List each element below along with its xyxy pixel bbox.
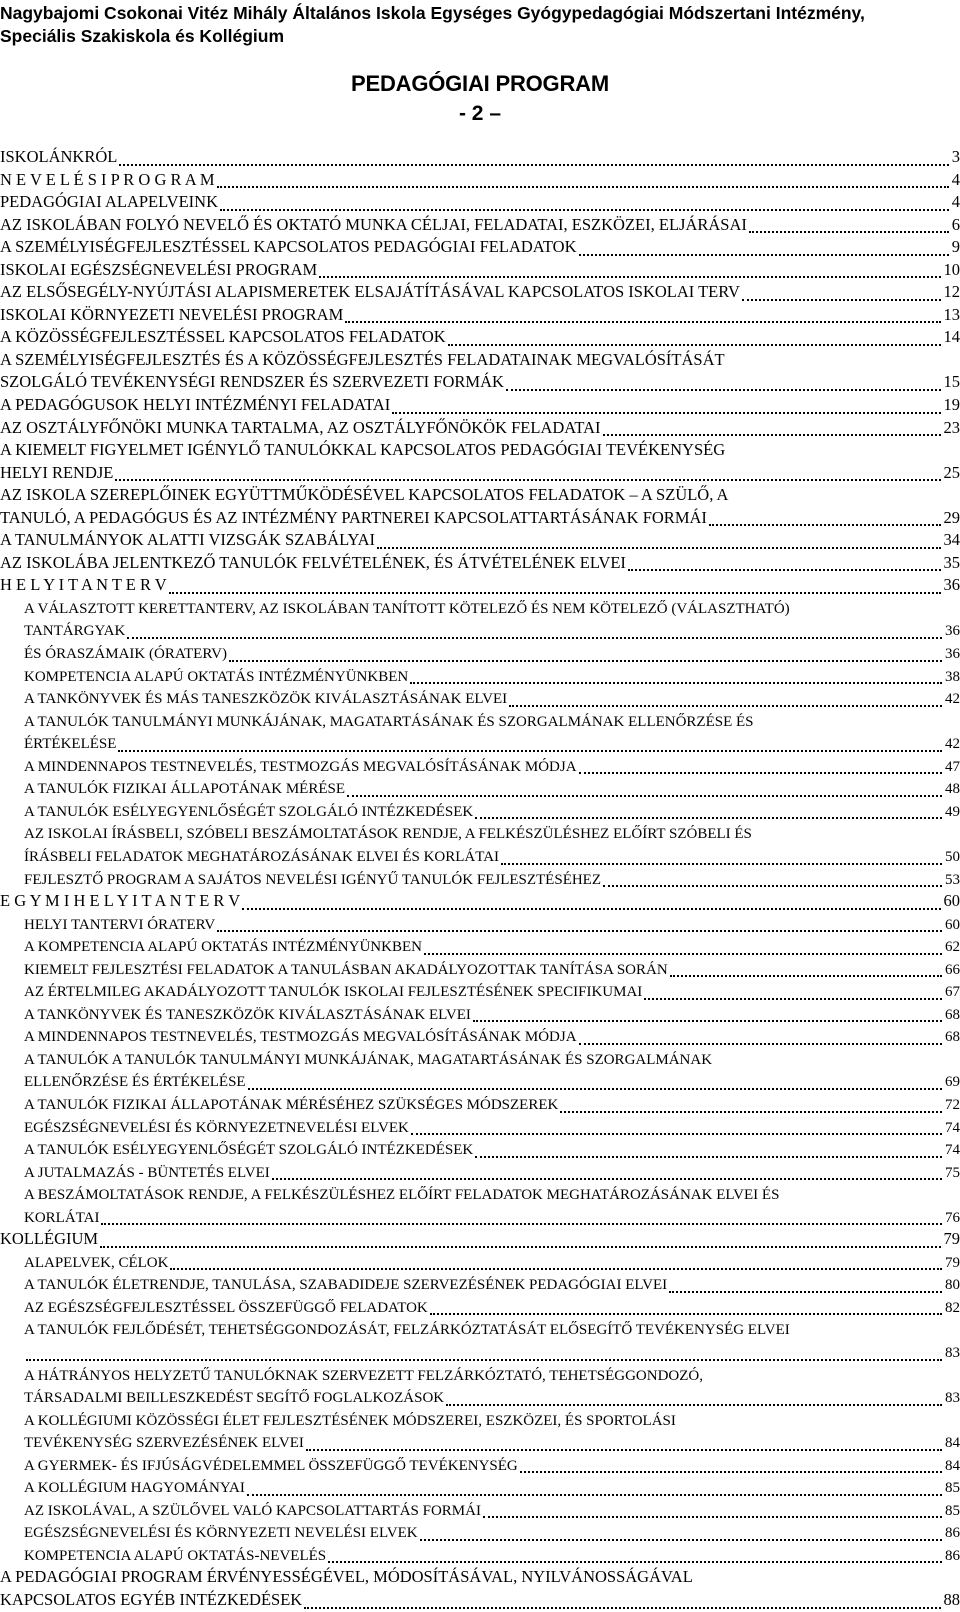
toc-entry-title: AZ ISKOLÁBAN FOLYÓ NEVELŐ ÉS OKTATÓ MUNKA CÉLJAI, FELADATAI, ESZKÖZEI, ELJÁRÁSAI — [0, 216, 747, 234]
toc-page-number: 75 — [942, 1164, 960, 1182]
toc-entry[interactable] — [0, 529, 960, 552]
toc-page-number: 83 — [942, 1389, 960, 1407]
toc-dot-leader — [709, 522, 941, 526]
toc-page-number: 25 — [941, 464, 960, 482]
toc-entry[interactable] — [0, 1116, 960, 1139]
toc-entry[interactable] — [0, 1048, 960, 1071]
toc-entry[interactable] — [0, 732, 960, 755]
toc-page-number: 23 — [941, 419, 960, 437]
toc-entry-title: AZ OSZTÁLYFŐNÖKI MUNKA TARTALMA, AZ OSZTÁLYFŐNÖKÖK FELADATAI — [0, 419, 601, 437]
toc-entry-title: A KÖZÖSSÉGFEJLESZTÉSSEL KAPCSOLATOS FELADATOK — [0, 328, 446, 346]
toc-dot-leader — [410, 680, 942, 684]
toc-entry-title: A KIEMELT FIGYELMET IGÉNYLŐ TANULÓKKAL KAPCSOLATOS PEDAGÓGIAI TEVÉKENYSÉG — [0, 441, 725, 459]
toc-entry[interactable] — [0, 371, 960, 394]
toc-entry[interactable] — [0, 755, 960, 778]
header-line-2: Speciális Szakiskola és Kollégium — [0, 25, 960, 48]
toc-entry[interactable] — [0, 1386, 960, 1409]
toc-dot-leader — [579, 770, 942, 774]
toc-entry[interactable] — [0, 710, 960, 733]
toc-entry[interactable] — [0, 349, 960, 372]
toc-page-number: 38 — [942, 668, 960, 686]
toc-dot-leader — [319, 274, 940, 278]
toc-dot-leader — [579, 1041, 942, 1045]
toc-entry-title: A MINDENNAPOS TESTNEVELÉS, TESTMOZGÁS MEGVALÓSÍTÁSÁNAK MÓDJA — [24, 1028, 577, 1046]
toc-dot-leader — [217, 184, 949, 188]
toc-entry[interactable] — [0, 597, 960, 620]
header-line-1: Nagybajomi Csokonai Vitéz Mihály Általános Iskola Egységes Gyógypedagógiai Módszertani Intézmény, — [0, 2, 960, 25]
toc-entry-title: KOLLÉGIUM — [0, 1230, 98, 1248]
toc-dot-leader — [501, 861, 942, 865]
toc-entry-title: ELLENŐRZÉSE ÉS ÉRTÉKELÉSE — [24, 1073, 246, 1091]
toc-dot-leader — [118, 748, 942, 752]
toc-entry-title: A BESZÁMOLTATÁSOK RENDJE, A FELKÉSZÜLÉSHEZ ELŐÍRT FELADATOK MEGHATÁROZÁSÁNAK ELVEI ÉS — [24, 1186, 779, 1204]
toc-page-number: 47 — [942, 758, 960, 776]
toc-dot-leader — [119, 162, 948, 166]
toc-dot-leader — [345, 319, 940, 323]
toc-entry[interactable] — [0, 890, 960, 913]
toc-entry[interactable] — [0, 1589, 960, 1612]
toc-entry[interactable] — [0, 1161, 960, 1184]
toc-dot-leader — [304, 1605, 940, 1609]
toc-page-number: 60 — [942, 916, 960, 934]
toc-page-number: 86 — [942, 1524, 960, 1542]
toc-entry-title: A TANULÓK ÉLETRENDJE, TANULÁSA, SZABADIDEJE SZERVEZÉSÉNEK PEDAGÓGIAI ELVEI — [24, 1276, 667, 1294]
toc-entry-title: E G Y M I H E L Y I T A N T E R V — [0, 892, 240, 910]
institution-header — [0, 2, 960, 48]
toc-entry-title: A KOLLÉGIUM HAGYOMÁNYAI — [24, 1479, 245, 1497]
toc-entry-title: ÉS ÓRASZÁMAIK (ÓRATERV) — [24, 645, 227, 663]
toc-entry-title: TÁRSADALMI BEILLESZKEDÉST SEGÍTŐ FOGLALKOZÁSOK — [24, 1389, 444, 1407]
toc-entry-title: ISKOLAI EGÉSZSÉGNEVELÉSI PROGRAM — [0, 261, 317, 279]
toc-page-number: 6 — [949, 216, 960, 234]
toc-dot-leader — [220, 207, 949, 211]
toc-page-number: 68 — [942, 1028, 960, 1046]
toc-page-number: 72 — [942, 1096, 960, 1114]
page-marker: - 2 – — [0, 100, 960, 128]
toc-entry[interactable] — [0, 687, 960, 710]
toc-entry[interactable] — [0, 1431, 960, 1454]
toc-dot-leader — [473, 1018, 942, 1022]
toc-entry-title: A TANULÓK ESÉLYEGYENLŐSÉGÉT SZOLGÁLÓ INTÉZKEDÉSEK — [24, 803, 473, 821]
toc-page-number: 69 — [942, 1073, 960, 1091]
toc-entry[interactable] — [0, 1364, 960, 1387]
toc-page-number: 14 — [941, 328, 960, 346]
toc-page-number: 49 — [942, 803, 960, 821]
toc-entry-title: A TANULÓK ESÉLYEGYENLŐSÉGÉT SZOLGÁLÓ INTÉZKEDÉSEK — [24, 1141, 473, 1159]
toc-entry[interactable] — [0, 1454, 960, 1477]
toc-dot-leader — [392, 410, 940, 414]
toc-entry[interactable] — [0, 507, 960, 530]
toc-dot-leader — [603, 432, 941, 436]
toc-entry[interactable] — [0, 1025, 960, 1048]
toc-entry-title: A TANKÖNYVEK ÉS MÁS TANESZKÖZÖK KIVÁLASZTÁSÁNAK ELVEI — [24, 690, 507, 708]
toc-page-number: 62 — [942, 938, 960, 956]
toc-entry[interactable] — [0, 1206, 960, 1229]
toc-dot-leader — [520, 1469, 942, 1473]
toc-entry-title: ÍRÁSBELI FELADATOK MEGHATÁROZÁSÁNAK ELVEI ÉS KORLÁTAI — [24, 848, 499, 866]
toc-dot-leader — [644, 996, 942, 1000]
toc-entry-title: N E V E L É S I P R O G R A M — [0, 171, 215, 189]
toc-entry[interactable] — [0, 800, 960, 823]
toc-entry[interactable] — [0, 462, 960, 485]
toc-entry-title: TANTÁRGYAK — [24, 622, 125, 640]
toc-entry[interactable] — [0, 980, 960, 1003]
toc-entry[interactable] — [0, 1273, 960, 1296]
toc-entry-title: FEJLESZTŐ PROGRAM A SAJÁTOS NEVELÉSI IGÉNYŰ TANULÓK FEJLESZTÉSÉHEZ — [24, 871, 601, 889]
toc-entry[interactable] — [0, 935, 960, 958]
toc-dot-leader — [603, 883, 942, 887]
toc-entry[interactable] — [0, 259, 960, 282]
toc-entry[interactable] — [0, 146, 960, 169]
toc-page-number: 3 — [949, 148, 960, 166]
toc-page-number: 79 — [942, 1254, 960, 1272]
toc-entry-title: KIEMELT FEJLESZTÉSI FELADATOK A TANULÁSBAN AKADÁLYOZOTTAK TANÍTÁSA SORÁN — [24, 961, 668, 979]
toc-entry[interactable] — [0, 619, 960, 642]
toc-entry[interactable] — [0, 326, 960, 349]
toc-dot-leader — [306, 1447, 942, 1451]
toc-page-number: 85 — [942, 1479, 960, 1497]
toc-entry[interactable] — [0, 1093, 960, 1116]
toc-entry[interactable] — [0, 1251, 960, 1274]
toc-entry-title: A TANULÓK FEJLŐDÉSÉT, TEHETSÉGGONDOZÁSÁT, FELZÁRKÓZTATÁSÁT ELŐSEGÍTŐ TEVÉKENYSÉG ELVEI — [24, 1321, 790, 1339]
toc-entry-title: HELYI TANTERVI ÓRATERV — [24, 916, 215, 934]
toc-entry[interactable] — [0, 1499, 960, 1522]
toc-page-number: 67 — [942, 983, 960, 1001]
toc-entry-title: AZ ISKOLA SZEREPLŐINEK EGYÜTTMŰKÖDÉSÉVEL KAPCSOLATOS FELADATOK – A SZÜLŐ, A — [0, 486, 728, 504]
toc-page-number: 82 — [942, 1299, 960, 1317]
toc-page-number: 42 — [942, 690, 960, 708]
toc-dot-leader — [669, 1289, 942, 1293]
toc-page-number: 42 — [942, 735, 960, 753]
toc-entry-title: A MINDENNAPOS TESTNEVELÉS, TESTMOZGÁS MEGVALÓSÍTÁSÁNAK MÓDJA — [24, 758, 577, 776]
toc-dot-leader — [475, 1154, 942, 1158]
toc-dot-leader — [424, 951, 942, 955]
toc-page-number: 15 — [941, 373, 960, 391]
toc-entry[interactable] — [0, 822, 960, 845]
toc-dot-leader — [448, 342, 941, 346]
toc-page-number: 66 — [942, 961, 960, 979]
toc-page-number: 29 — [941, 509, 960, 527]
toc-entry[interactable] — [0, 439, 960, 462]
toc-entry[interactable] — [0, 1138, 960, 1161]
toc-entry-title: A PEDAGÓGIAI PROGRAM ÉRVÉNYESSÉGÉVEL, MÓDOSÍTÁSÁVAL, NYILVÁNOSSÁGÁVAL — [0, 1568, 693, 1586]
toc-page-number: 50 — [942, 848, 960, 866]
toc-dot-leader — [100, 1244, 940, 1248]
toc-dot-leader — [579, 252, 949, 256]
toc-page-number: 60 — [941, 892, 960, 910]
toc-page-number: 4 — [949, 171, 960, 189]
toc-entry[interactable] — [0, 484, 960, 507]
toc-entry-title: A TANULMÁNYOK ALATTI VIZSGÁK SZABÁLYAI — [0, 531, 375, 549]
toc-page-number: 83 — [942, 1344, 960, 1362]
toc-entry[interactable] — [0, 845, 960, 868]
toc-dot-leader — [272, 1176, 942, 1180]
toc-page-number: 85 — [942, 1502, 960, 1520]
toc-entry-title: TANULÓ, A PEDAGÓGUS ÉS AZ INTÉZMÉNY PARTNEREI KAPCSOLATTARTÁSÁNAK FORMÁI — [0, 509, 707, 527]
toc-entry[interactable] — [0, 665, 960, 688]
toc-entry-title: A TANKÖNYVEK ÉS TANESZKÖZÖK KIVÁLASZTÁSÁNAK ELVEI — [24, 1006, 471, 1024]
toc-entry[interactable] — [0, 1296, 960, 1319]
toc-dot-leader — [560, 1109, 942, 1113]
toc-dot-leader — [446, 1402, 942, 1406]
toc-entry[interactable] — [0, 958, 960, 981]
toc-entry-title: A TANULÓK A TANULÓK TANULMÁNYI MUNKÁJÁNAK, MAGATARTÁSÁNAK ÉS SZORGALMÁNAK — [24, 1051, 712, 1069]
toc-entry-title: AZ ISKOLÁVAL, A SZÜLŐVEL VALÓ KAPCSOLATTARTÁS FORMÁI — [24, 1502, 481, 1520]
toc-entry-title: TEVÉKENYSÉG SZERVEZÉSÉNEK ELVEI — [24, 1434, 304, 1452]
toc-page-number: 12 — [941, 283, 960, 301]
toc-entry-title: PEDAGÓGIAI ALAPELVEINK — [0, 193, 218, 211]
toc-entry-title: A GYERMEK- ÉS IFJÚSÁGVÉDELEMMEL ÖSSZEFÜGGŐ TEVÉKENYSÉG — [24, 1457, 518, 1475]
toc-page-number: 19 — [941, 396, 960, 414]
toc-dot-leader — [411, 1131, 942, 1135]
toc-page-number: 88 — [941, 1591, 960, 1609]
toc-entry[interactable] — [0, 1228, 960, 1251]
toc-entry-title: ÉRTÉKELÉSE — [24, 735, 116, 753]
toc-dot-leader — [328, 1559, 942, 1563]
toc-dot-leader — [247, 1492, 942, 1496]
toc-dot-leader — [127, 635, 942, 639]
toc-entry-title: SZOLGÁLÓ TEVÉKENYSÉGI RENDSZER ÉS SZERVEZETI FORMÁK — [0, 373, 504, 391]
toc-entry-title: KOMPETENCIA ALAPÚ OKTATÁS INTÉZMÉNYÜNKBEN — [24, 668, 408, 686]
toc-dot-leader — [229, 658, 942, 662]
toc-dot-leader — [169, 590, 941, 594]
toc-entry[interactable] — [0, 1521, 960, 1544]
toc-entry[interactable] — [0, 214, 960, 237]
toc-page-number: 9 — [949, 238, 960, 256]
toc-entry[interactable] — [0, 417, 960, 440]
toc-entry[interactable] — [0, 236, 960, 259]
toc-dot-leader — [430, 1311, 942, 1315]
toc-page-number: 36 — [942, 622, 960, 640]
toc-entry-title: A HÁTRÁNYOS HELYZETŰ TANULÓKNAK SZERVEZETT FELZÁRKÓZTATÓ, TEHETSÉGGONDOZÓ, — [24, 1367, 703, 1385]
toc-entry[interactable] — [0, 1566, 960, 1589]
toc-entry[interactable] — [0, 1003, 960, 1026]
toc-page-number: 10 — [941, 261, 960, 279]
toc-entry-title: H E L Y I T A N T E R V — [0, 576, 167, 594]
toc-dot-leader — [670, 973, 942, 977]
toc-entry-title: A KOLLÉGIUMI KÖZÖSSÉGI ÉLET FEJLESZTÉSÉNEK MÓDSZEREI, ESZKÖZEI, ÉS SPORTOLÁSI — [24, 1412, 676, 1430]
toc-page-number: 13 — [941, 306, 960, 324]
toc-entry-title: AZ EGÉSZSÉGFEJLESZTÉSSEL ÖSSZEFÜGGŐ FELADATOK — [24, 1299, 428, 1317]
toc-dot-leader — [483, 1514, 942, 1518]
toc-page-number: 74 — [942, 1141, 960, 1159]
toc-entry[interactable] — [0, 1409, 960, 1432]
toc-dot-leader — [475, 815, 942, 819]
toc-entry-title: AZ ISKOLÁBA JELENTKEZŐ TANULÓK FELVÉTELÉNEK, ÉS ÁTVÉTELÉNEK ELVEI — [0, 554, 626, 572]
toc-entry[interactable] — [0, 574, 960, 597]
toc-page-number: 86 — [942, 1547, 960, 1565]
toc-entry[interactable] — [0, 552, 960, 575]
toc-entry[interactable] — [0, 169, 960, 192]
toc-entry-title: AZ ELSŐSEGÉLY-NYÚJTÁSI ALAPISMERETEK ELSAJÁTÍTÁSÁVAL KAPCSOLATOS ISKOLAI TERV — [0, 283, 740, 301]
toc-entry[interactable] — [0, 642, 960, 665]
toc-page-number: 68 — [942, 1006, 960, 1024]
toc-page-number: 36 — [942, 645, 960, 663]
toc-entry[interactable] — [0, 1183, 960, 1206]
toc-page-number: 74 — [942, 1119, 960, 1137]
toc-entry-title: A TANULÓK FIZIKAI ÁLLAPOTÁNAK MÉRÉSE — [24, 780, 345, 798]
toc-dot-leader — [242, 906, 940, 910]
toc-entry-title: AZ ÉRTELMILEG AKADÁLYOZOTT TANULÓK ISKOLAI FEJLESZTÉSÉNEK SPECIFIKUMAI — [24, 983, 642, 1001]
toc-entry-title: KAPCSOLATOS EGYÉB INTÉZKEDÉSEK — [0, 1591, 302, 1609]
toc-entry-title: AZ ISKOLAI ÍRÁSBELI, SZÓBELI BESZÁMOLTATÁSOK RENDJE, A FELKÉSZÜLÉSHEZ ELŐÍRT SZÓBELI ÉS — [24, 825, 752, 843]
toc-page-number: 80 — [942, 1276, 960, 1294]
toc-page-number: 84 — [942, 1434, 960, 1452]
toc-entry[interactable] — [0, 304, 960, 327]
toc-entry[interactable] — [0, 191, 960, 214]
table-of-contents — [0, 146, 960, 1612]
toc-dot-leader — [347, 793, 942, 797]
toc-entry[interactable] — [0, 1476, 960, 1499]
toc-entry[interactable] — [0, 1544, 960, 1567]
toc-dot-leader — [509, 703, 942, 707]
toc-page-number: 4 — [949, 193, 960, 211]
toc-entry[interactable] — [0, 1341, 960, 1364]
toc-dot-leader — [749, 229, 949, 233]
toc-dot-leader — [377, 545, 941, 549]
toc-page-number: 76 — [942, 1209, 960, 1227]
toc-entry-title: HELYI RENDJE — [0, 464, 113, 482]
toc-dot-leader — [101, 1221, 942, 1225]
toc-page-number: 34 — [941, 531, 960, 549]
toc-entry[interactable] — [0, 868, 960, 891]
toc-dot-leader — [170, 1266, 942, 1270]
toc-entry-title: EGÉSZSÉGNEVELÉSI ÉS KÖRNYEZETI NEVELÉSI ELVEK — [24, 1524, 418, 1542]
toc-entry-title: A TANULÓK TANULMÁNYI MUNKÁJÁNAK, MAGATARTÁSÁNAK ÉS SZORGALMÁNAK ELLENŐRZÉSE ÉS — [24, 713, 754, 731]
toc-dot-leader — [506, 387, 941, 391]
toc-page-number: 79 — [941, 1230, 960, 1248]
toc-entry-title: EGÉSZSÉGNEVELÉSI ÉS KÖRNYEZETNEVELÉSI ELVEK — [24, 1119, 409, 1137]
toc-dot-leader — [115, 477, 940, 481]
toc-dot-leader — [420, 1537, 942, 1541]
toc-entry-title: A SZEMÉLYISÉGFEJLESZTÉS ÉS A KÖZÖSSÉGFEJLESZTÉS FELADATAINAK MEGVALÓSÍTÁSÁT — [0, 351, 725, 369]
toc-page-number: 35 — [941, 554, 960, 572]
document-title: PEDAGÓGIAI PROGRAM — [0, 70, 960, 98]
toc-entry[interactable] — [0, 913, 960, 936]
toc-dot-leader — [26, 1357, 942, 1361]
toc-entry-title: KOMPETENCIA ALAPÚ OKTATÁS-NEVELÉS — [24, 1547, 326, 1565]
toc-entry-title: KORLÁTAI — [24, 1209, 99, 1227]
toc-entry-title: A KOMPETENCIA ALAPÚ OKTATÁS INTÉZMÉNYÜNKBEN — [24, 938, 422, 956]
toc-entry[interactable] — [0, 777, 960, 800]
toc-page-number: 48 — [942, 780, 960, 798]
toc-entry-title: ALAPELVEK, CÉLOK — [24, 1254, 168, 1272]
toc-entry-title: ISKOLAI KÖRNYEZETI NEVELÉSI PROGRAM — [0, 306, 343, 324]
toc-dot-leader — [628, 567, 941, 571]
toc-page-number: 53 — [942, 871, 960, 889]
toc-entry[interactable] — [0, 281, 960, 304]
toc-dot-leader — [217, 928, 942, 932]
toc-page-number: 36 — [941, 576, 960, 594]
toc-dot-leader — [248, 1086, 942, 1090]
toc-entry-title: A SZEMÉLYISÉGFEJLESZTÉSSEL KAPCSOLATOS PEDAGÓGIAI FELADATOK — [0, 238, 577, 256]
toc-entry-title: A TANULÓK FIZIKAI ÁLLAPOTÁNAK MÉRÉSÉHEZ SZÜKSÉGES MÓDSZEREK — [24, 1096, 558, 1114]
toc-entry[interactable] — [0, 1318, 960, 1341]
toc-dot-leader — [742, 297, 941, 301]
toc-entry[interactable] — [0, 1070, 960, 1093]
toc-entry-title: A PEDAGÓGUSOK HELYI INTÉZMÉNYI FELADATAI — [0, 396, 390, 414]
toc-page-number: 84 — [942, 1457, 960, 1475]
toc-entry[interactable] — [0, 394, 960, 417]
toc-entry-title: ISKOLÁNKRÓL — [0, 148, 117, 166]
toc-entry-title: A VÁLASZTOTT KERETTANTERV, AZ ISKOLÁBAN TANÍTOTT KÖTELEZŐ ÉS NEM KÖTELEZŐ (VÁLASZTHATÓ) — [24, 600, 790, 618]
toc-entry-title: A JUTALMAZÁS - BÜNTETÉS ELVEI — [24, 1164, 270, 1182]
